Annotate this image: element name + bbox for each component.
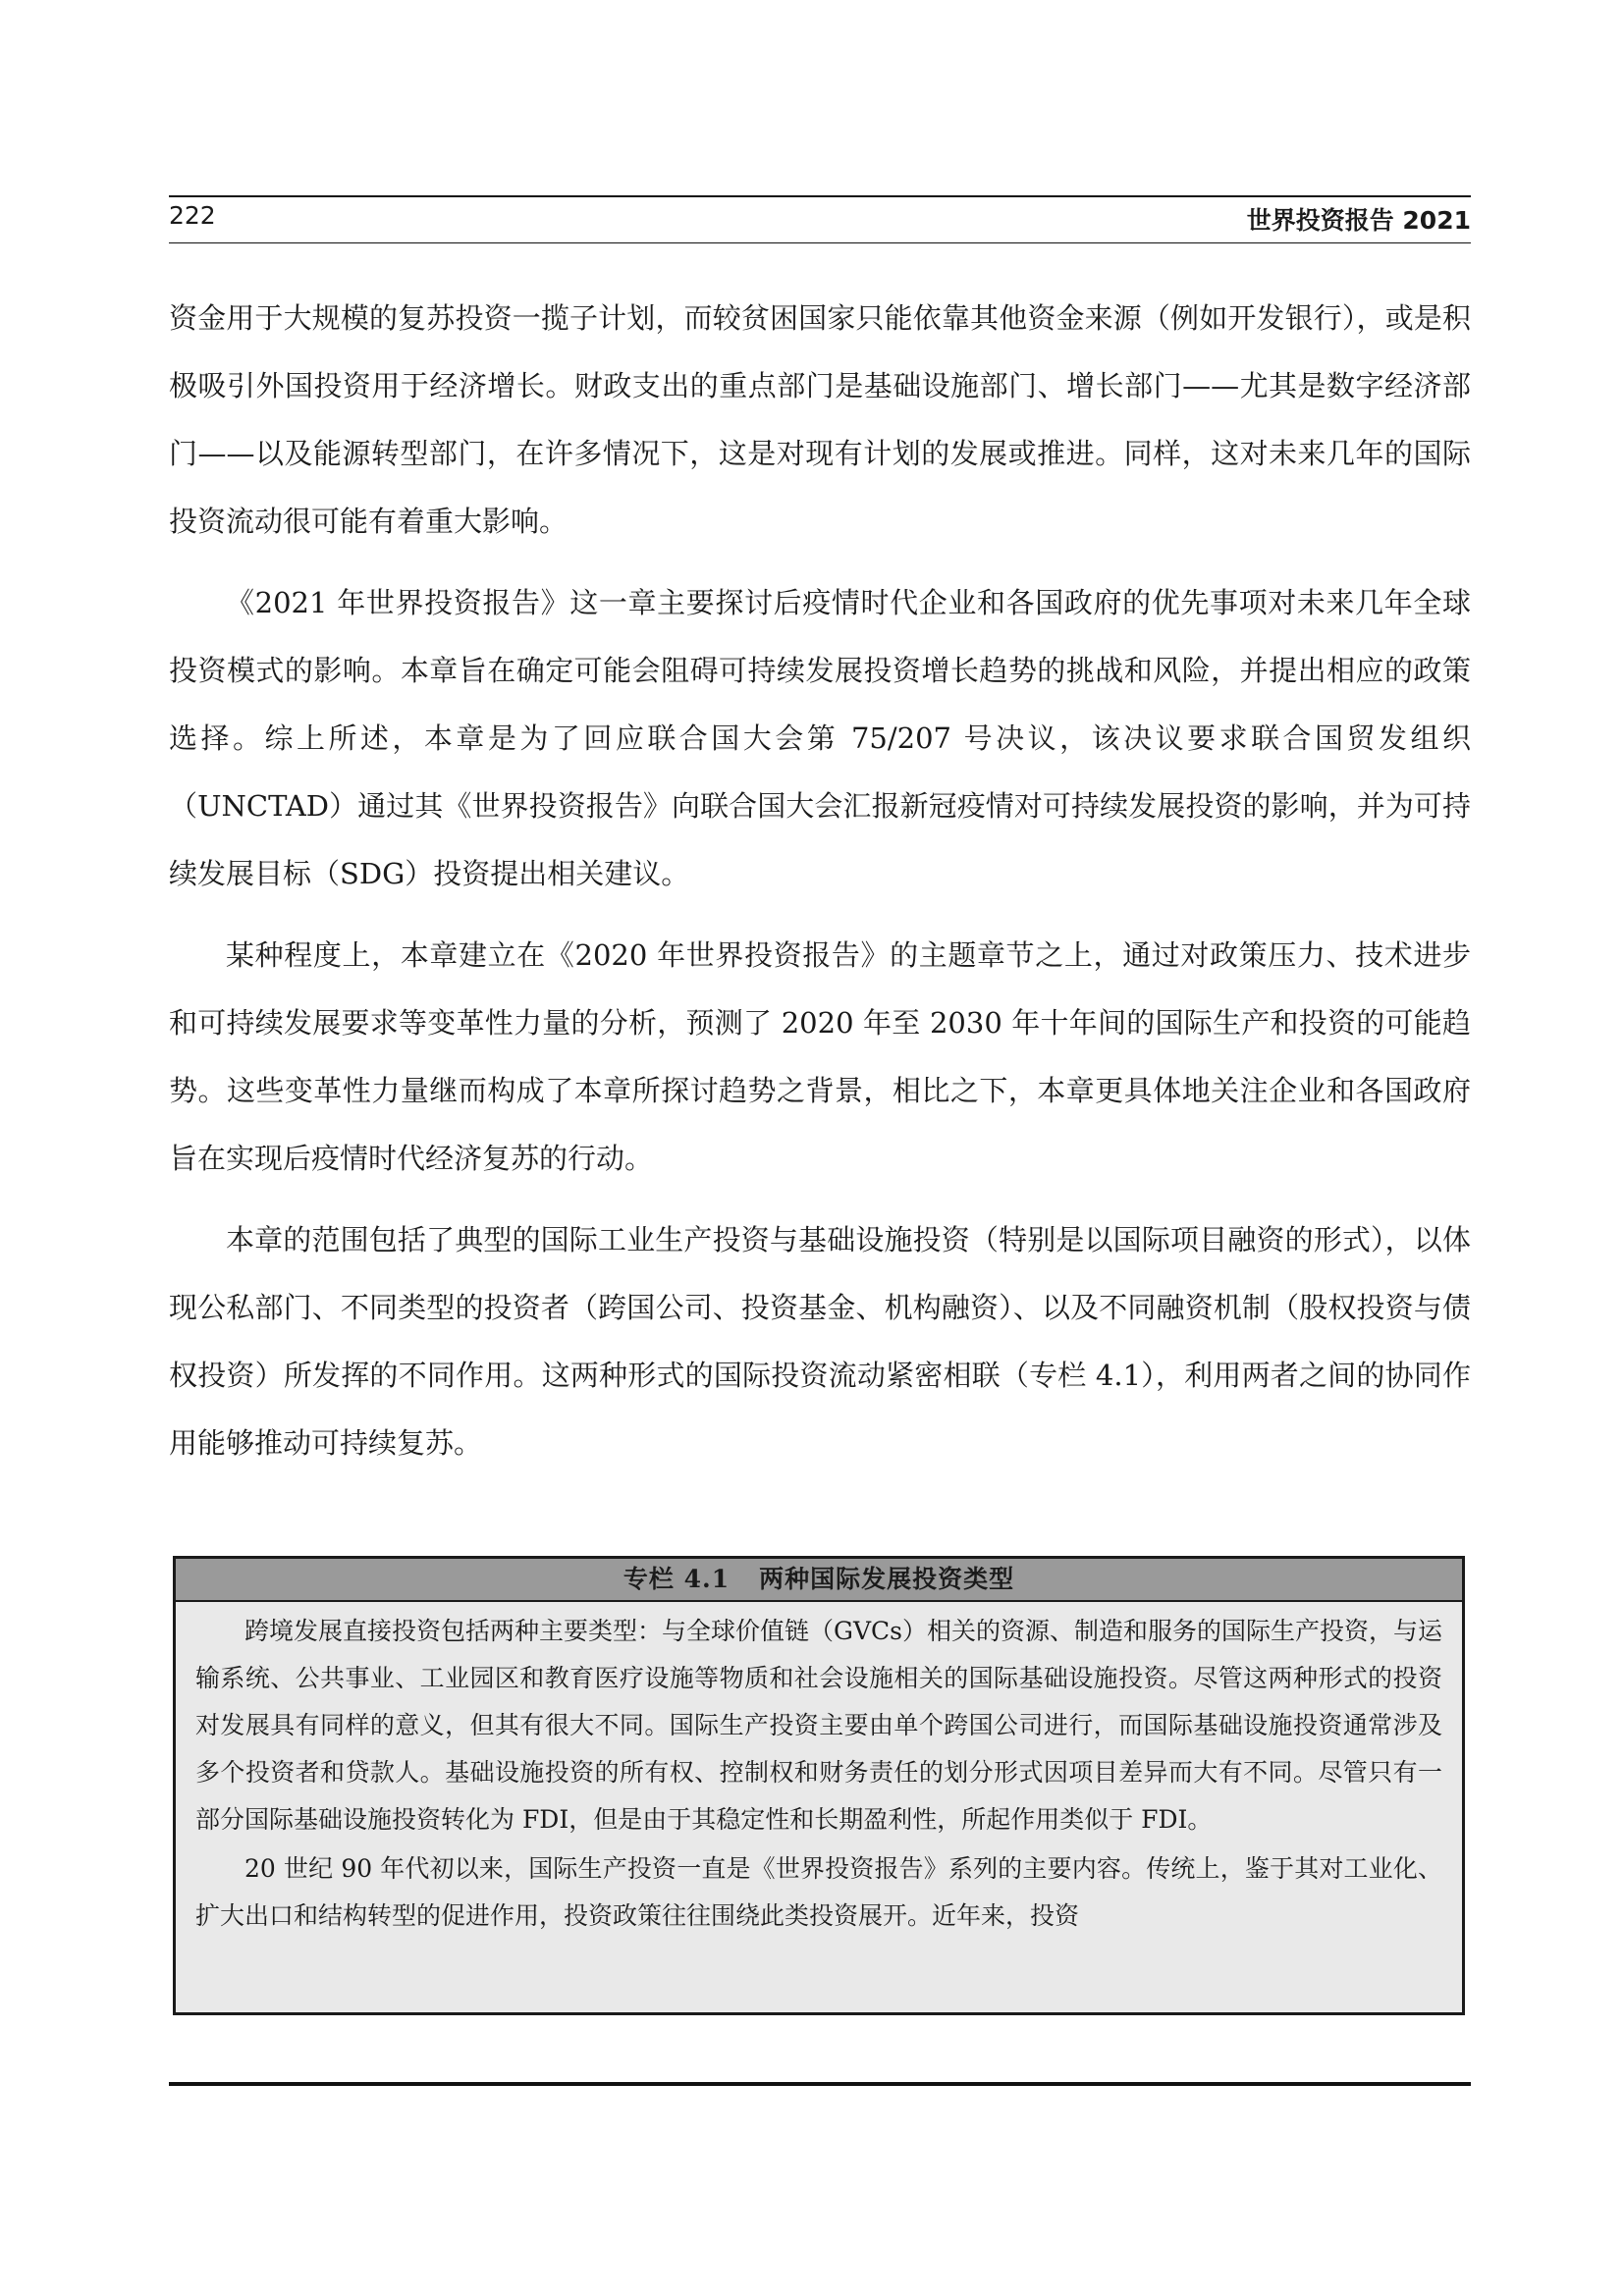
body-paragraph-3: 某种程度上，本章建立在《2020 年世界投资报告》的主题章节之上，通过对政策压力、技术进步和可持续发展要求等变革性力量的分析，预测了 2020 年至 2030 年十年间的国际生产和投资的可能趋势。这些变革性力量继而构成了本章所探讨趋势之背景，相比之下，本章更具体地关注企业和各国政府旨在实现后疫情时代经济复苏的行动。 bbox=[169, 938, 1471, 1175]
body-paragraph-4: 本章的范围包括了典型的国际工业生产投资与基础设施投资（特别是以国际项目融资的形式），以体现公私部门、不同类型的投资者（跨国公司、投资基金、机构融资）、以及不同融资机制（股权投资与债权投资）所发挥的不同作用。这两种形式的国际投资流动紧密相联（专栏 4.1），利用两者之间的协同作用能够推动可持续复苏。 bbox=[169, 1223, 1471, 1460]
box-paragraph-1: 跨境发展直接投资包括两种主要类型：与全球价值链（GVCs）相关的资源、制造和服务的国际生产投资，与运输系统、公共事业、工业园区和教育医疗设施等物质和社会设施相关的国际基础设施投资。尽管这两种形式的投资对发展具有同样的意义，但其有很大不同。国际生产投资主要由单个跨国公司进行，而国际基础设施投资通常涉及多个投资者和贷款人。基础设施投资的所有权、控制权和财务责任的划分形式因项目差异而大有不同。尽管只有一部分国际基础设施投资转化为 FDI，但是由于其稳定性和长期盈利性，所起作用类似于 FDI。 bbox=[195, 1617, 1442, 1834]
box-body bbox=[176, 1602, 1462, 1940]
running-title: 世界投资报告 2021 bbox=[1246, 206, 1471, 235]
box-title-bar bbox=[176, 1559, 1462, 1602]
page-header bbox=[169, 201, 1471, 240]
box-number: 专栏 4.1 bbox=[623, 1565, 731, 1593]
body-text bbox=[169, 285, 1471, 1491]
footer-rule bbox=[169, 2082, 1471, 2086]
box-title: 两种国际发展投资类型 bbox=[759, 1565, 1015, 1593]
header-bottom-rule bbox=[169, 242, 1471, 243]
header-top-rule bbox=[169, 195, 1471, 197]
page-number: 222 bbox=[169, 201, 216, 230]
body-paragraph-2: 《2021 年世界投资报告》这一章主要探讨后疫情时代企业和各国政府的优先事项对未来几年全球投资模式的影响。本章旨在确定可能会阻碍可持续发展投资增长趋势的挑战和风险，并提出相应的政策选择。综上所述，本章是为了回应联合国大会第 75/207 号决议，该决议要求联合国贸发组织（UNCTAD）通过其《世界投资报告》向联合国大会汇报新冠疫情对可持续发展投资的影响，并为可持续发展目标（SDG）投资提出相关建议。 bbox=[169, 586, 1471, 890]
box-4-1 bbox=[173, 1556, 1465, 2015]
box-paragraph-2: 20 世纪 90 年代初以来，国际生产投资一直是《世界投资报告》系列的主要内容。传统上，鉴于其对工业化、扩大出口和结构转型的促进作用，投资政策往往围绕此类投资展开。近年来，投资 bbox=[195, 1854, 1442, 1930]
body-paragraph-1: 资金用于大规模的复苏投资一揽子计划，而较贫困国家只能依靠其他资金来源（例如开发银行），或是积极吸引外国投资用于经济增长。财政支出的重点部门是基础设施部门、增长部门——尤其是数字经济部门——以及能源转型部门，在许多情况下，这是对现有计划的发展或推进。同样，这对未来几年的国际投资流动很可能有着重大影响。 bbox=[169, 301, 1471, 538]
